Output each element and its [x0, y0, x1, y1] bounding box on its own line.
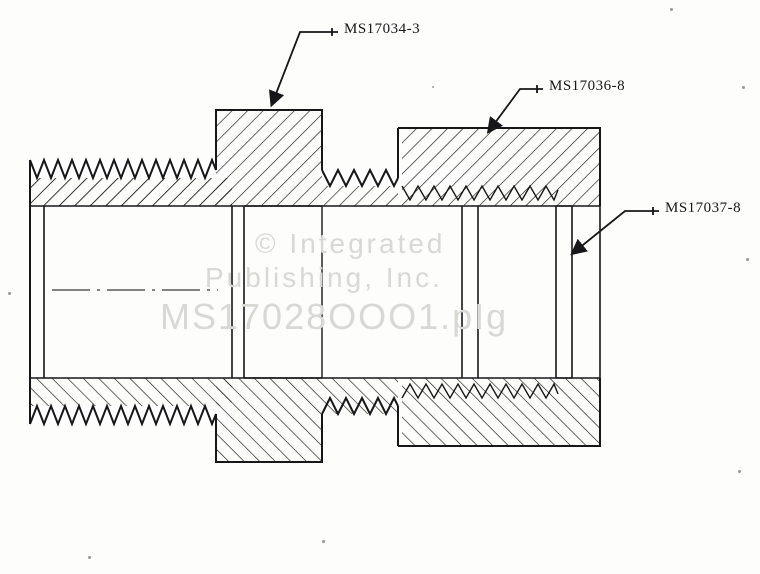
leader-ms17036-8: [489, 89, 543, 131]
leader-ms17037-8: [573, 211, 659, 253]
scan-speck: [88, 556, 91, 559]
watermark-line-2: Publishing, Inc.: [205, 262, 443, 293]
scan-speck: [746, 258, 749, 261]
scan-speck: [8, 292, 11, 295]
scan-speck: [742, 86, 745, 89]
callout-label-ms17036-8: MS17036-8: [549, 78, 626, 94]
scan-speck: [322, 540, 325, 543]
leader-ms17034-3: [272, 32, 338, 104]
callout-label-ms17034-3: MS17034-3: [344, 21, 421, 37]
callout-label-ms17037-8: MS17037-8: [665, 200, 742, 216]
watermark-line-3: MS17028OOO1.pIg: [160, 296, 509, 337]
scan-speck: [432, 86, 434, 88]
scan-speck: [670, 8, 673, 11]
scan-speck: [738, 470, 741, 473]
watermark-line-1: © Integrated: [255, 228, 446, 259]
